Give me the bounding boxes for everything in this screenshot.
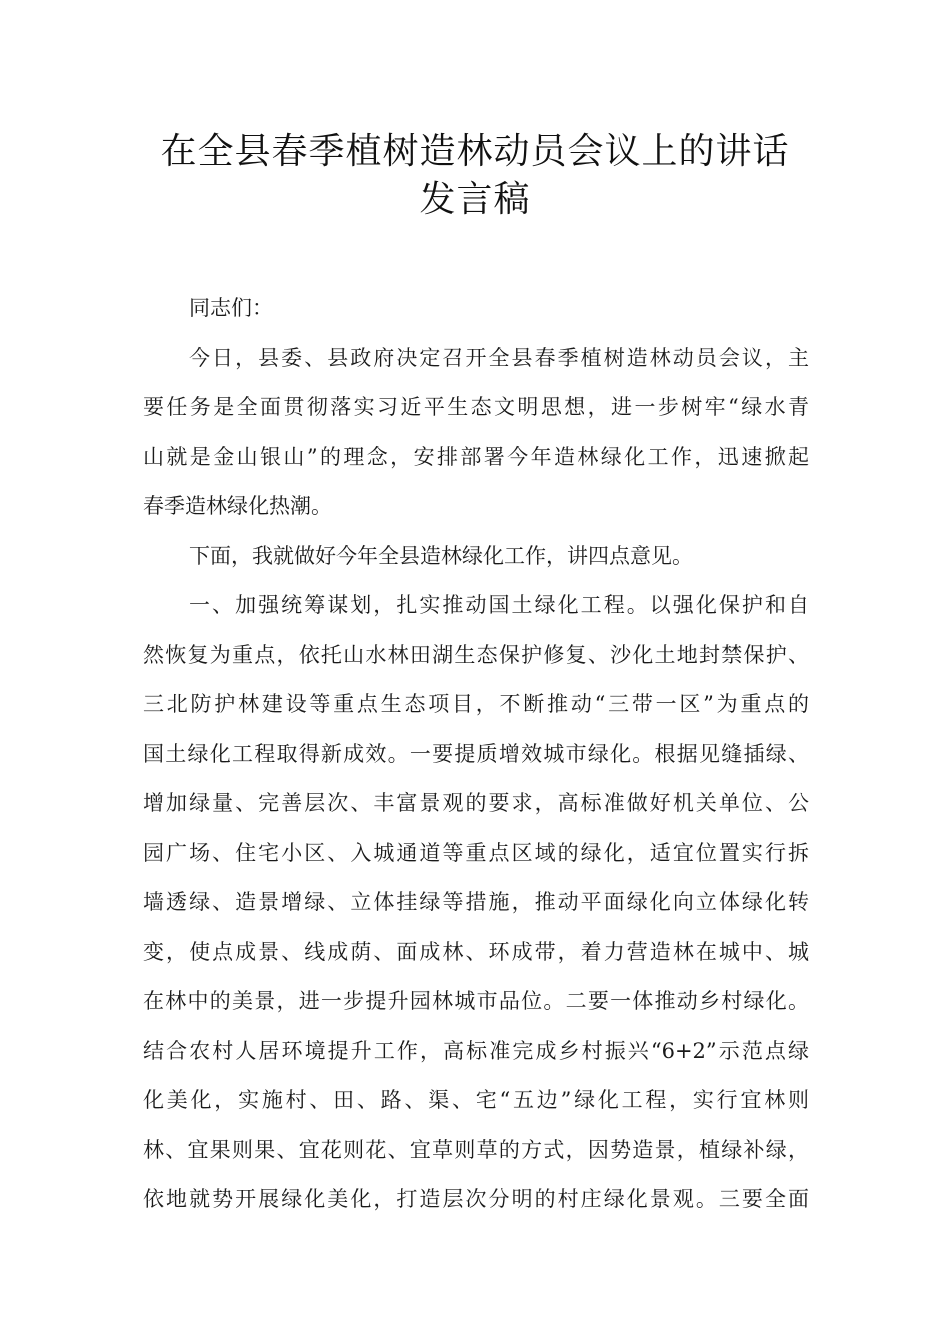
document-body xyxy=(143,284,809,1225)
text-line: 变，使点成景、线成荫、面成林、环成带，着力营造林在城中、城 xyxy=(143,939,809,964)
text-line: 结合农村人居环境提升工作，高标准完成乡村振兴“6+2”示范点绿 xyxy=(143,1038,809,1063)
text-line: 今日，县委、县政府决定召开全县春季植树造林动员会议，主 xyxy=(189,345,809,370)
text-line: 墙透绿、造景增绿、立体挂绿等措施，推动平面绿化向立体绿化转 xyxy=(143,890,809,914)
text-line: 山就是金山银山”的理念，安排部署今年造林绿化工作，迅速掀起 xyxy=(143,444,809,469)
text-line: 要任务是全面贯彻落实习近平生态文明思想，进一步树牢“绿水青 xyxy=(143,395,809,419)
text-line: 然恢复为重点，依托山水林田湖生态保护修复、沙化土地封禁保护、 xyxy=(143,642,809,667)
text-line: 春季造林绿化热潮。 xyxy=(143,494,332,518)
title-line-2: 发言稿 xyxy=(419,179,531,220)
text-line: 依地就势开展绿化美化，打造层次分明的村庄绿化景观。三要全面 xyxy=(143,1187,809,1211)
text-line: 下面，我就做好今年全县造林绿化工作，讲四点意见。 xyxy=(189,543,693,568)
text-line: 同志们： xyxy=(189,296,273,320)
text-line: 国土绿化工程取得新成效。一要提质增效城市绿化。根据见缝插绿、 xyxy=(143,741,809,766)
text-line: 一、加强统筹谋划，扎实推动国土绿化工程。以强化保护和自 xyxy=(189,593,809,617)
text-line: 三北防护林建设等重点生态项目，不断推动“三带一区”为重点的 xyxy=(143,692,809,716)
text-line: 化美化，实施村、田、路、渠、宅“五边”绿化工程，实行宜林则 xyxy=(143,1088,809,1112)
document-title xyxy=(100,128,850,224)
text-line: 林、宜果则果、宜花则花、宜草则草的方式，因势造景，植绿补绿， xyxy=(143,1137,809,1162)
paragraph-opening xyxy=(143,334,809,532)
paragraph-salutation xyxy=(143,284,809,334)
paragraph-section-one xyxy=(143,581,809,1225)
paragraph-transition xyxy=(143,532,809,582)
text-line: 园广场、住宅小区、入城通道等重点区域的绿化，适宜位置实行拆 xyxy=(143,840,809,865)
title-line-1: 在全县春季植树造林动员会议上的讲话 xyxy=(160,131,790,172)
text-line: 在林中的美景，进一步提升园林城市品位。二要一体推动乡村绿化。 xyxy=(143,989,809,1013)
text-line: 增加绿量、完善层次、丰富景观的要求，高标准做好机关单位、公 xyxy=(143,791,809,815)
